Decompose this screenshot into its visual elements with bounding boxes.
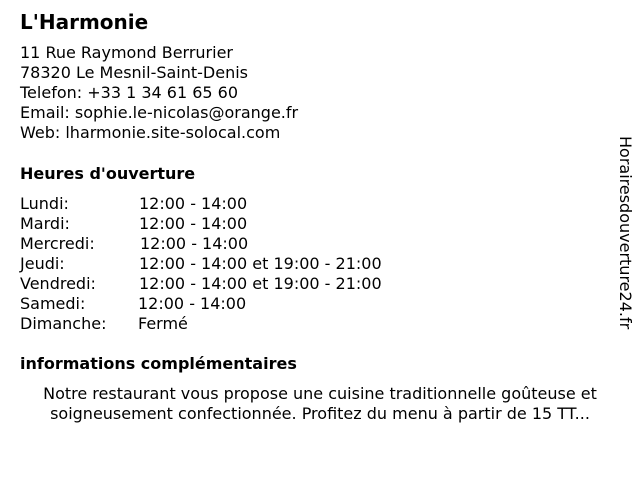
phone-number: Telefon: +33 1 34 61 65 60 bbox=[20, 83, 239, 102]
business-name: L'Harmonie bbox=[20, 10, 149, 34]
day-time: Fermé bbox=[138, 314, 188, 333]
day-time: 12:00 - 14:00 bbox=[140, 234, 249, 253]
day-time: 12:00 - 14:00 et 19:00 - 21:00 bbox=[139, 274, 382, 293]
day-time: 12:00 - 14:00 bbox=[138, 294, 247, 313]
description-text: Notre restaurant vous propose une cuisine traditionnelle goûteuse et soigneusement confectionnée. Profitez du menu à partir de 15 TT... bbox=[43, 384, 597, 423]
day-label: Mardi: bbox=[20, 214, 70, 233]
watermark-text: Horairesdouverture24.fr bbox=[616, 136, 635, 330]
day-label: Jeudi: bbox=[20, 254, 65, 273]
email-address: Email: sophie.le-nicolas@orange.fr bbox=[20, 103, 299, 122]
day-time: 12:00 - 14:00 et 19:00 - 21:00 bbox=[139, 254, 382, 273]
address-line-2: 78320 Le Mesnil-Saint-Denis bbox=[20, 63, 249, 82]
day-label: Lundi: bbox=[20, 194, 69, 213]
address-line-1: 11 Rue Raymond Berrurier bbox=[20, 43, 233, 62]
website-address: Web: lharmonie.site-solocal.com bbox=[20, 123, 281, 142]
day-label: Dimanche: bbox=[20, 314, 107, 333]
hours-heading: Heures d'ouverture bbox=[20, 164, 196, 183]
day-time: 12:00 - 14:00 bbox=[139, 214, 248, 233]
day-time: 12:00 - 14:00 bbox=[139, 194, 248, 213]
day-label: Samedi: bbox=[20, 294, 86, 313]
contact-info bbox=[20, 43, 298, 143]
extra-info-heading: informations complémentaires bbox=[20, 354, 297, 373]
day-label: Mercredi: bbox=[20, 234, 95, 253]
day-label: Vendredi: bbox=[20, 274, 96, 293]
